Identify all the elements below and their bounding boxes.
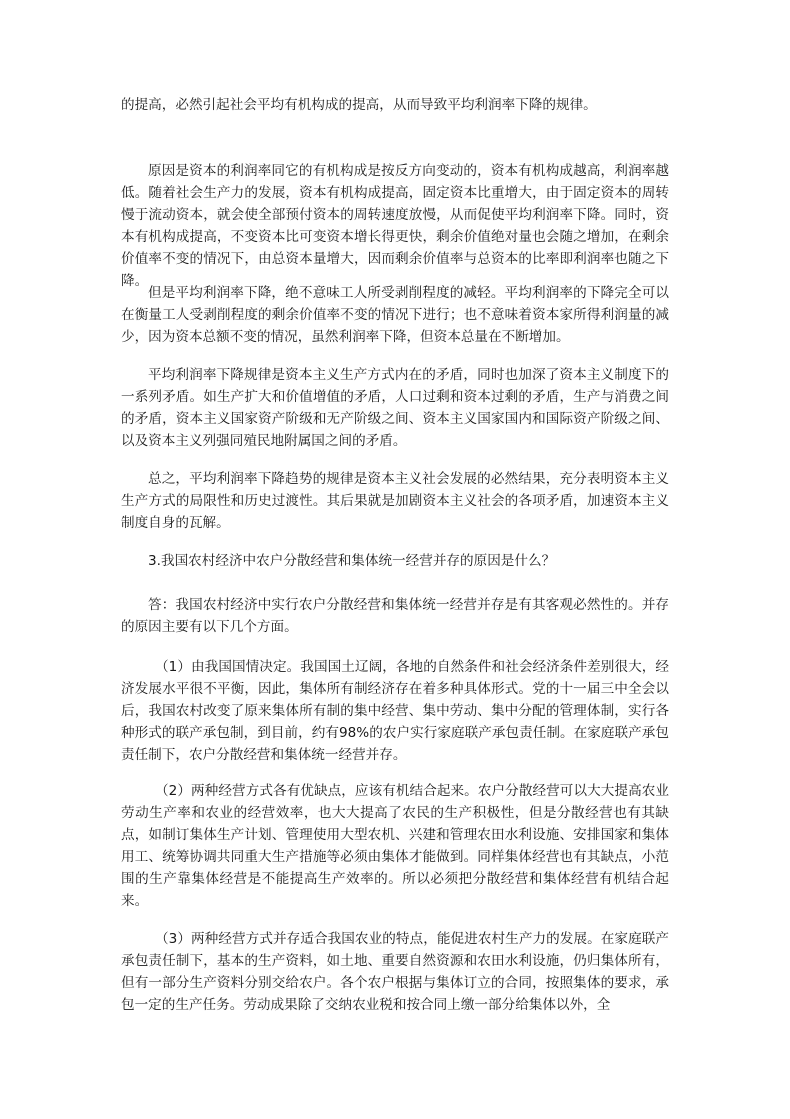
paragraph-3: 但是平均利润率下降，绝不意味工人所受剥削程度的减轻。平均利润率的下降完全可以在衡量工人受剥削程度的剩余价值率不变的情况下进行；也不意味着资本家所得利润量的减少，因为资本总额不变的情况，虽然利润率下降，但资本总量在不断增加。 — [121, 285, 669, 345]
paragraph-4: 平均利润率下降规律是资本主义生产方式内在的矛盾，同时也加深了资本主义制度下的一系列矛盾。如生产扩大和价值增值的矛盾，人口过剩和资本过剩的矛盾，生产与消费之间的矛盾，资本主义国家资产阶级和无产阶级之间、资本主义国家国内和国际资产阶级之间、以及资本主义列强同殖民地附属国之间的矛盾。 — [121, 367, 669, 449]
paragraph-2: 原因是资本的利润率同它的有机构成是按反方向变动的，资本有机构成越高，利润率越低。随着社会生产力的发展，资本有机构成提高，固定资本比重增大，由于固定资本的周转慢于流动资本，就会使全部预付资本的周转速度放慢，从而促使平均利润率下降。同时，资本有机构成提高，不变资本比可变资本增长得更快，剩余价值绝对量也会随之增加，在剩余价值率不变的情况下，由总资本量增大，因而剩余价值率与总资本的比率即利润率也随之下降。 — [121, 163, 669, 289]
answer-point-2: （2）两种经营方式各有优缺点，应该有机结合起来。农户分散经营可以大大提高农业劳动生产率和农业的经营效率，也大大提高了农民的生产积极性，但是分散经营也有其缺点，如制订集体生产计划、管理使用大型农机、兴建和管理农田水利设施、安排国家和集体用工、统筹协调共同重大生产措施等必须由集体才能做到。同样集体经营也有其缺点，小范围的生产靠集体经营是不能提高生产效率的。所以必须把分散经营和集体经营有机结合起来。 — [121, 783, 669, 909]
answer-point-3: （3）两种经营方式并存适合我国农业的特点，能促进农村生产力的发展。在家庭联产承包责任制下，基本的生产资料，如土地、重要自然资源和农田水利设施，仍归集体所有，但有一部分生产资料分别交给农户。各个农户根据与集体订立的合同，按照集体的要求，承包一定的生产任务。劳动成果除了交纳农业税和按合同上缴一部分给集体以外，全 — [121, 931, 669, 1013]
answer-intro: 答：我国农村经济中实行农户分散经营和集体统一经营并存是有其客观必然性的。并存的原因主要有以下几个方面。 — [121, 597, 669, 635]
paragraph-5: 总之，平均利润率下降趋势的规律是资本主义社会发展的必然结果，充分表明资本主义生产方式的局限性和历史过渡性。其后果就是加剧资本主义社会的各项矛盾，加速资本主义制度自身的瓦解。 — [121, 471, 669, 531]
paragraph-1: 的提高，必然引起社会平均有机构成的提高，从而导致平均利润率下降的规律。 — [121, 97, 597, 113]
question-heading: 3.我国农村经济中农户分散经营和集体统一经营并存的原因是什么？ — [148, 553, 556, 569]
answer-point-1: （1）由我国国情决定。我国国土辽阔，各地的自然条件和社会经济条件差别很大，经济发展水平很不平衡，因此，集体所有制经济存在着多种具体形式。党的十一届三中全会以后，我国农村改变了原来集体所有制的集中经营、集中劳动、集中分配的管理体制，实行各种形式的联产承包制，到目前，约有98%的农户实行家庭联产承包责任制。在家庭联产承包责任制下，农户分散经营和集体统一经营并存。 — [121, 659, 669, 763]
